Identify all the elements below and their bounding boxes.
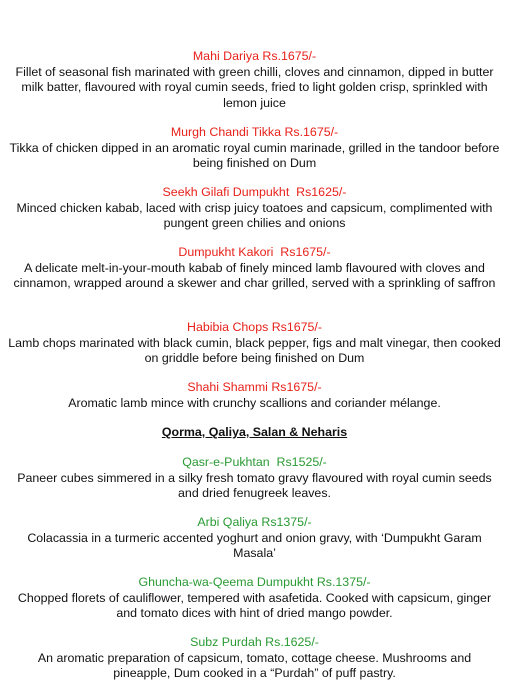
menu-item-name: Qasr-e-Pukhtan Rs1525/- <box>182 455 327 469</box>
menu-item-arbi-qaliya <box>8 515 501 562</box>
menu-item-name: Habibia Chops Rs1675/- <box>187 320 322 334</box>
menu-item-subz-purdah <box>8 635 501 682</box>
menu-item-description: Chopped florets of cauliflower, tempered with asafetida. Cooked with capsicum, ginger and tomato dices with hint of dried mango powder. <box>17 590 492 621</box>
menu-item-shahi-shammi <box>8 380 501 411</box>
menu-item-name: Subz Purdah Rs.1625/- <box>190 635 319 649</box>
menu-item-description: A delicate melt-in-your-mouth kabab of finely minced lamb flavoured with cloves and cinnamon, wrapped around a skewer and char grilled, served with a sprinkling of saffron <box>13 260 496 291</box>
menu-item-description: An aromatic preparation of capsicum, tomato, cottage cheese. Mushrooms and pineapple, Dum cooked in a “Purdah” of puff pastry. <box>37 650 472 681</box>
section-heading: Qorma, Qaliya, Salan & Neharis <box>161 425 348 439</box>
menu-item-name: Arbi Qaliya Rs1375/- <box>197 515 312 529</box>
menu-item-seekh-gilafi <box>8 185 501 232</box>
menu-item-description: Tikka of chicken dipped in an aromatic royal cumin marinade, grilled in the tandoor before being finished on Dum <box>9 140 500 171</box>
menu-item-murgh-chandi-tikka <box>8 125 501 172</box>
menu-item-description: Colacassia in a turmeric accented yoghurt and onion gravy, with ‘Dumpukht Garam Masala’ <box>27 530 482 561</box>
menu-item-description: Lamb chops marinated with black cumin, black pepper, figs and malt vinegar, then cooked on griddle before being finished on Dum <box>8 335 501 366</box>
menu-item-description: Aromatic lamb mince with crunchy scallions and coriander mélange. <box>68 395 441 410</box>
menu-item-description: Minced chicken kabab, laced with crisp juicy toatoes and capsicum, complimented with pungent green chilies and onions <box>16 200 493 231</box>
menu-item-name: Seekh Gilafi Dumpukht Rs1625/- <box>162 185 347 199</box>
menu-item-habibia-chops <box>8 320 501 367</box>
menu-item-dumpukht-kakori <box>8 245 501 292</box>
menu-item-name: Dumpukht Kakori Rs1675/- <box>178 245 331 259</box>
menu-item-description: Fillet of seasonal fish marinated with green chilli, cloves and cinnamon, dipped in butter milk batter, flavoured with royal cumin seeds, fried to light golden crisp, sprinkled with lemon juice <box>15 64 494 110</box>
menu-item-description: Paneer cubes simmered in a silky fresh tomato gravy flavoured with royal cumin seeds and dried fenugreek leaves. <box>17 470 492 501</box>
menu-item-name: Ghuncha-wa-Qeema Dumpukht Rs.1375/- <box>138 575 371 589</box>
menu-item-mahi-dariya <box>8 49 501 111</box>
menu-item-name: Mahi Dariya Rs.1675/- <box>192 49 317 63</box>
menu-item-ghuncha-wa-qeema <box>8 575 501 622</box>
menu-item-qasr-e-pukhtan <box>8 455 501 502</box>
menu-item-name: Murgh Chandi Tikka Rs.1675/- <box>170 125 339 139</box>
menu-item-name: Shahi Shammi Rs1675/- <box>187 380 322 394</box>
